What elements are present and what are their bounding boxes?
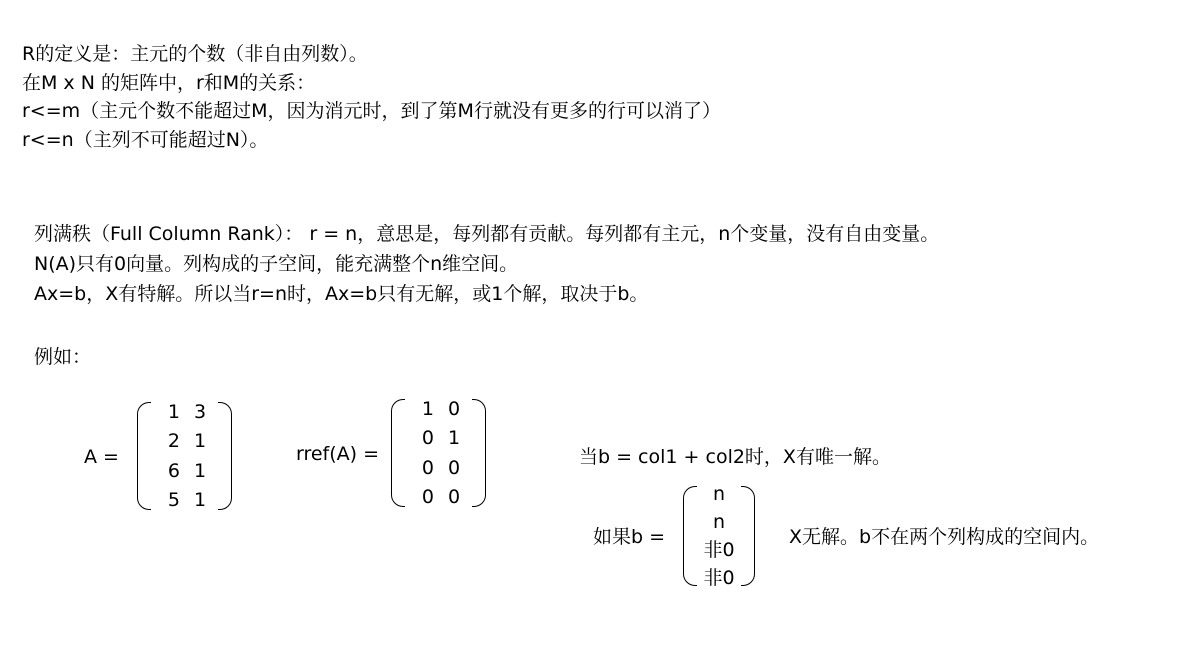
matrix-a-body xyxy=(152,398,222,514)
matrix-rref-body xyxy=(406,395,476,511)
matrix-rref-row xyxy=(422,395,460,423)
vector-b-label: 如果b = xyxy=(593,526,666,548)
matrix-rref-left-bracket xyxy=(391,399,405,507)
matrix-a-cell: 6 xyxy=(167,459,180,482)
vector-b-entry: 非0 xyxy=(703,567,735,589)
matrix-a-row xyxy=(168,457,206,485)
matrix-rref-row xyxy=(422,483,460,511)
matrix-a-cell: 1 xyxy=(194,430,207,453)
matrix-a-row xyxy=(168,398,206,426)
example-label: 例如： xyxy=(34,346,92,368)
definition-line-1: R的定义是：主元的个数（非自由列数）。 xyxy=(22,43,368,65)
matrix-rref-cell: 1 xyxy=(448,427,461,450)
matrix-rref-row xyxy=(422,454,460,482)
full-rank-line-2: N(A)只有0向量。列构成的子空间，能充满整个n维空间。 xyxy=(34,253,519,275)
vector-b-entry: n xyxy=(712,483,726,505)
definition-line-3: r<=m（主元个数不能超过M，因为消元时，到了第M行就没有更多的行可以消了） xyxy=(22,100,721,122)
definition-line-2: 在M x N 的矩阵中，r和M的关系： xyxy=(22,72,316,94)
matrix-a-row xyxy=(168,427,206,455)
matrix-a-cell: 5 xyxy=(167,488,180,511)
vector-b-left-bracket xyxy=(683,486,697,586)
matrix-rref-cell: 0 xyxy=(421,485,434,508)
vector-b-right-bracket xyxy=(741,486,755,586)
matrix-rref-cell: 0 xyxy=(421,427,434,450)
matrix-rref-right-bracket xyxy=(472,399,486,507)
matrix-a-cell: 1 xyxy=(194,459,207,482)
matrix-rref-cell: 0 xyxy=(448,485,461,508)
matrix-rref-cell: 0 xyxy=(421,456,434,479)
no-solution-note: X无解。b不在两个列构成的空间内。 xyxy=(789,526,1100,548)
matrix-a-cell: 1 xyxy=(194,488,207,511)
matrix-rref-row xyxy=(422,424,460,452)
matrix-a-left-bracket xyxy=(137,402,151,510)
definition-line-4: r<=n（主列不可能超过N）。 xyxy=(22,129,269,151)
rref-label: rref(A) = xyxy=(296,443,380,465)
matrix-rref-cell: 0 xyxy=(448,398,461,420)
matrix-a-cell: 3 xyxy=(194,401,207,423)
matrix-a-label: A = xyxy=(84,446,119,468)
vector-b-body xyxy=(698,480,740,592)
full-rank-line-3: Ax=b，X有特解。所以当r=n时，Ax=b只有无解，或1个解，取决于b。 xyxy=(34,283,649,305)
unique-solution-note: 当b = col1 + col2时，X有唯一解。 xyxy=(579,446,891,468)
matrix-a-row xyxy=(168,486,206,514)
vector-b-entry: n xyxy=(712,511,726,533)
matrix-rref-cell: 1 xyxy=(421,398,434,420)
matrix-a-cell: 2 xyxy=(167,430,180,453)
matrix-rref-cell: 0 xyxy=(448,456,461,479)
vector-b-entry: 非0 xyxy=(703,539,735,561)
matrix-a-right-bracket xyxy=(218,402,232,510)
matrix-a-cell: 1 xyxy=(167,401,180,423)
full-rank-line-1: 列满秩（Full Column Rank）： r = n，意思是，每列都有贡献。每列都有主元，n个变量，没有自由变量。 xyxy=(34,223,940,245)
